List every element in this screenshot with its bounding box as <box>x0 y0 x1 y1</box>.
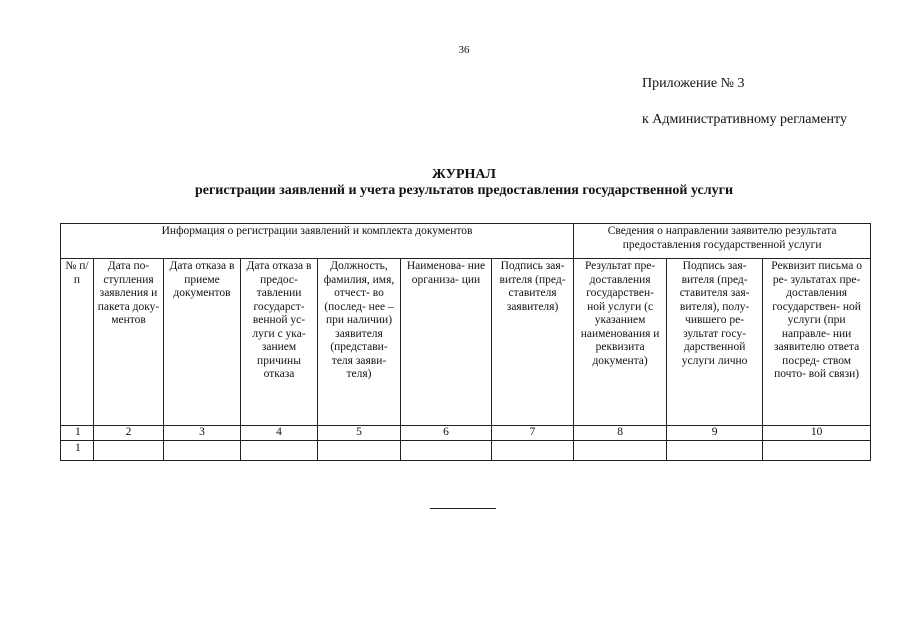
column-number: 3 <box>164 426 241 441</box>
column-header: Подпись зая- вителя (пред- ставителя зая- вителя), полу- чившего ре- зультат госу- дарственной услуги лично <box>667 259 763 426</box>
page-number: 36 <box>458 44 470 56</box>
appendix-number: Приложение № 3 <box>642 76 745 91</box>
table-column-number-row <box>61 426 871 441</box>
column-number: 5 <box>318 426 401 441</box>
table-cell <box>763 441 871 461</box>
table-group-header-row <box>61 224 871 259</box>
column-header: Дата по- ступления заявления и пакета доку- ментов <box>94 259 164 426</box>
column-number: 7 <box>492 426 574 441</box>
appendix-reference: к Административному регламенту <box>642 112 847 127</box>
group-header-result-delivery: Сведения о направлении заявителю результата предоставления государственной услуги <box>574 224 871 259</box>
table-cell <box>164 441 241 461</box>
column-number: 1 <box>61 426 94 441</box>
table-cell <box>492 441 574 461</box>
end-divider-line <box>430 508 496 509</box>
table-cell <box>94 441 164 461</box>
journal-table <box>60 223 871 461</box>
column-header: Результат пре- доставления государствен- ной услуги (с указанием наименования и реквизита документа) <box>574 259 667 426</box>
column-number: 9 <box>667 426 763 441</box>
document-title: ЖУРНАЛ <box>432 167 496 182</box>
table-cell <box>667 441 763 461</box>
table-cell <box>241 441 318 461</box>
table-cell <box>401 441 492 461</box>
column-header: Дата отказа в предос- тавлении государст- венной ус- луги с ука- занием причины отказа <box>241 259 318 426</box>
column-header: Подпись зая- вителя (пред- ставителя заявителя) <box>492 259 574 426</box>
column-header: № п/п <box>61 259 94 426</box>
document-subtitle: регистрации заявлений и учета результатов предоставления государственной услуги <box>194 183 734 198</box>
column-header: Должность, фамилия, имя, отчест- во (послед- нее – при наличии) заявителя (представи- теля заяви- теля) <box>318 259 401 426</box>
table-row <box>61 441 871 461</box>
column-number: 8 <box>574 426 667 441</box>
table-column-header-row <box>61 259 871 426</box>
column-number: 2 <box>94 426 164 441</box>
table-cell <box>574 441 667 461</box>
table-cell <box>318 441 401 461</box>
table-cell: 1 <box>61 441 94 461</box>
column-number: 10 <box>763 426 871 441</box>
column-number: 6 <box>401 426 492 441</box>
column-header: Дата отказа в приеме документов <box>164 259 241 426</box>
column-number: 4 <box>241 426 318 441</box>
column-header: Наименова- ние организа- ции <box>401 259 492 426</box>
column-header: Реквизит письма о ре- зультатах пре- доставления государствен- ной услуги (при направле- нии заявителю ответа посред- ством почто- вой связи) <box>763 259 871 426</box>
group-header-registration: Информация о регистрации заявлений и комплекта документов <box>61 224 574 259</box>
